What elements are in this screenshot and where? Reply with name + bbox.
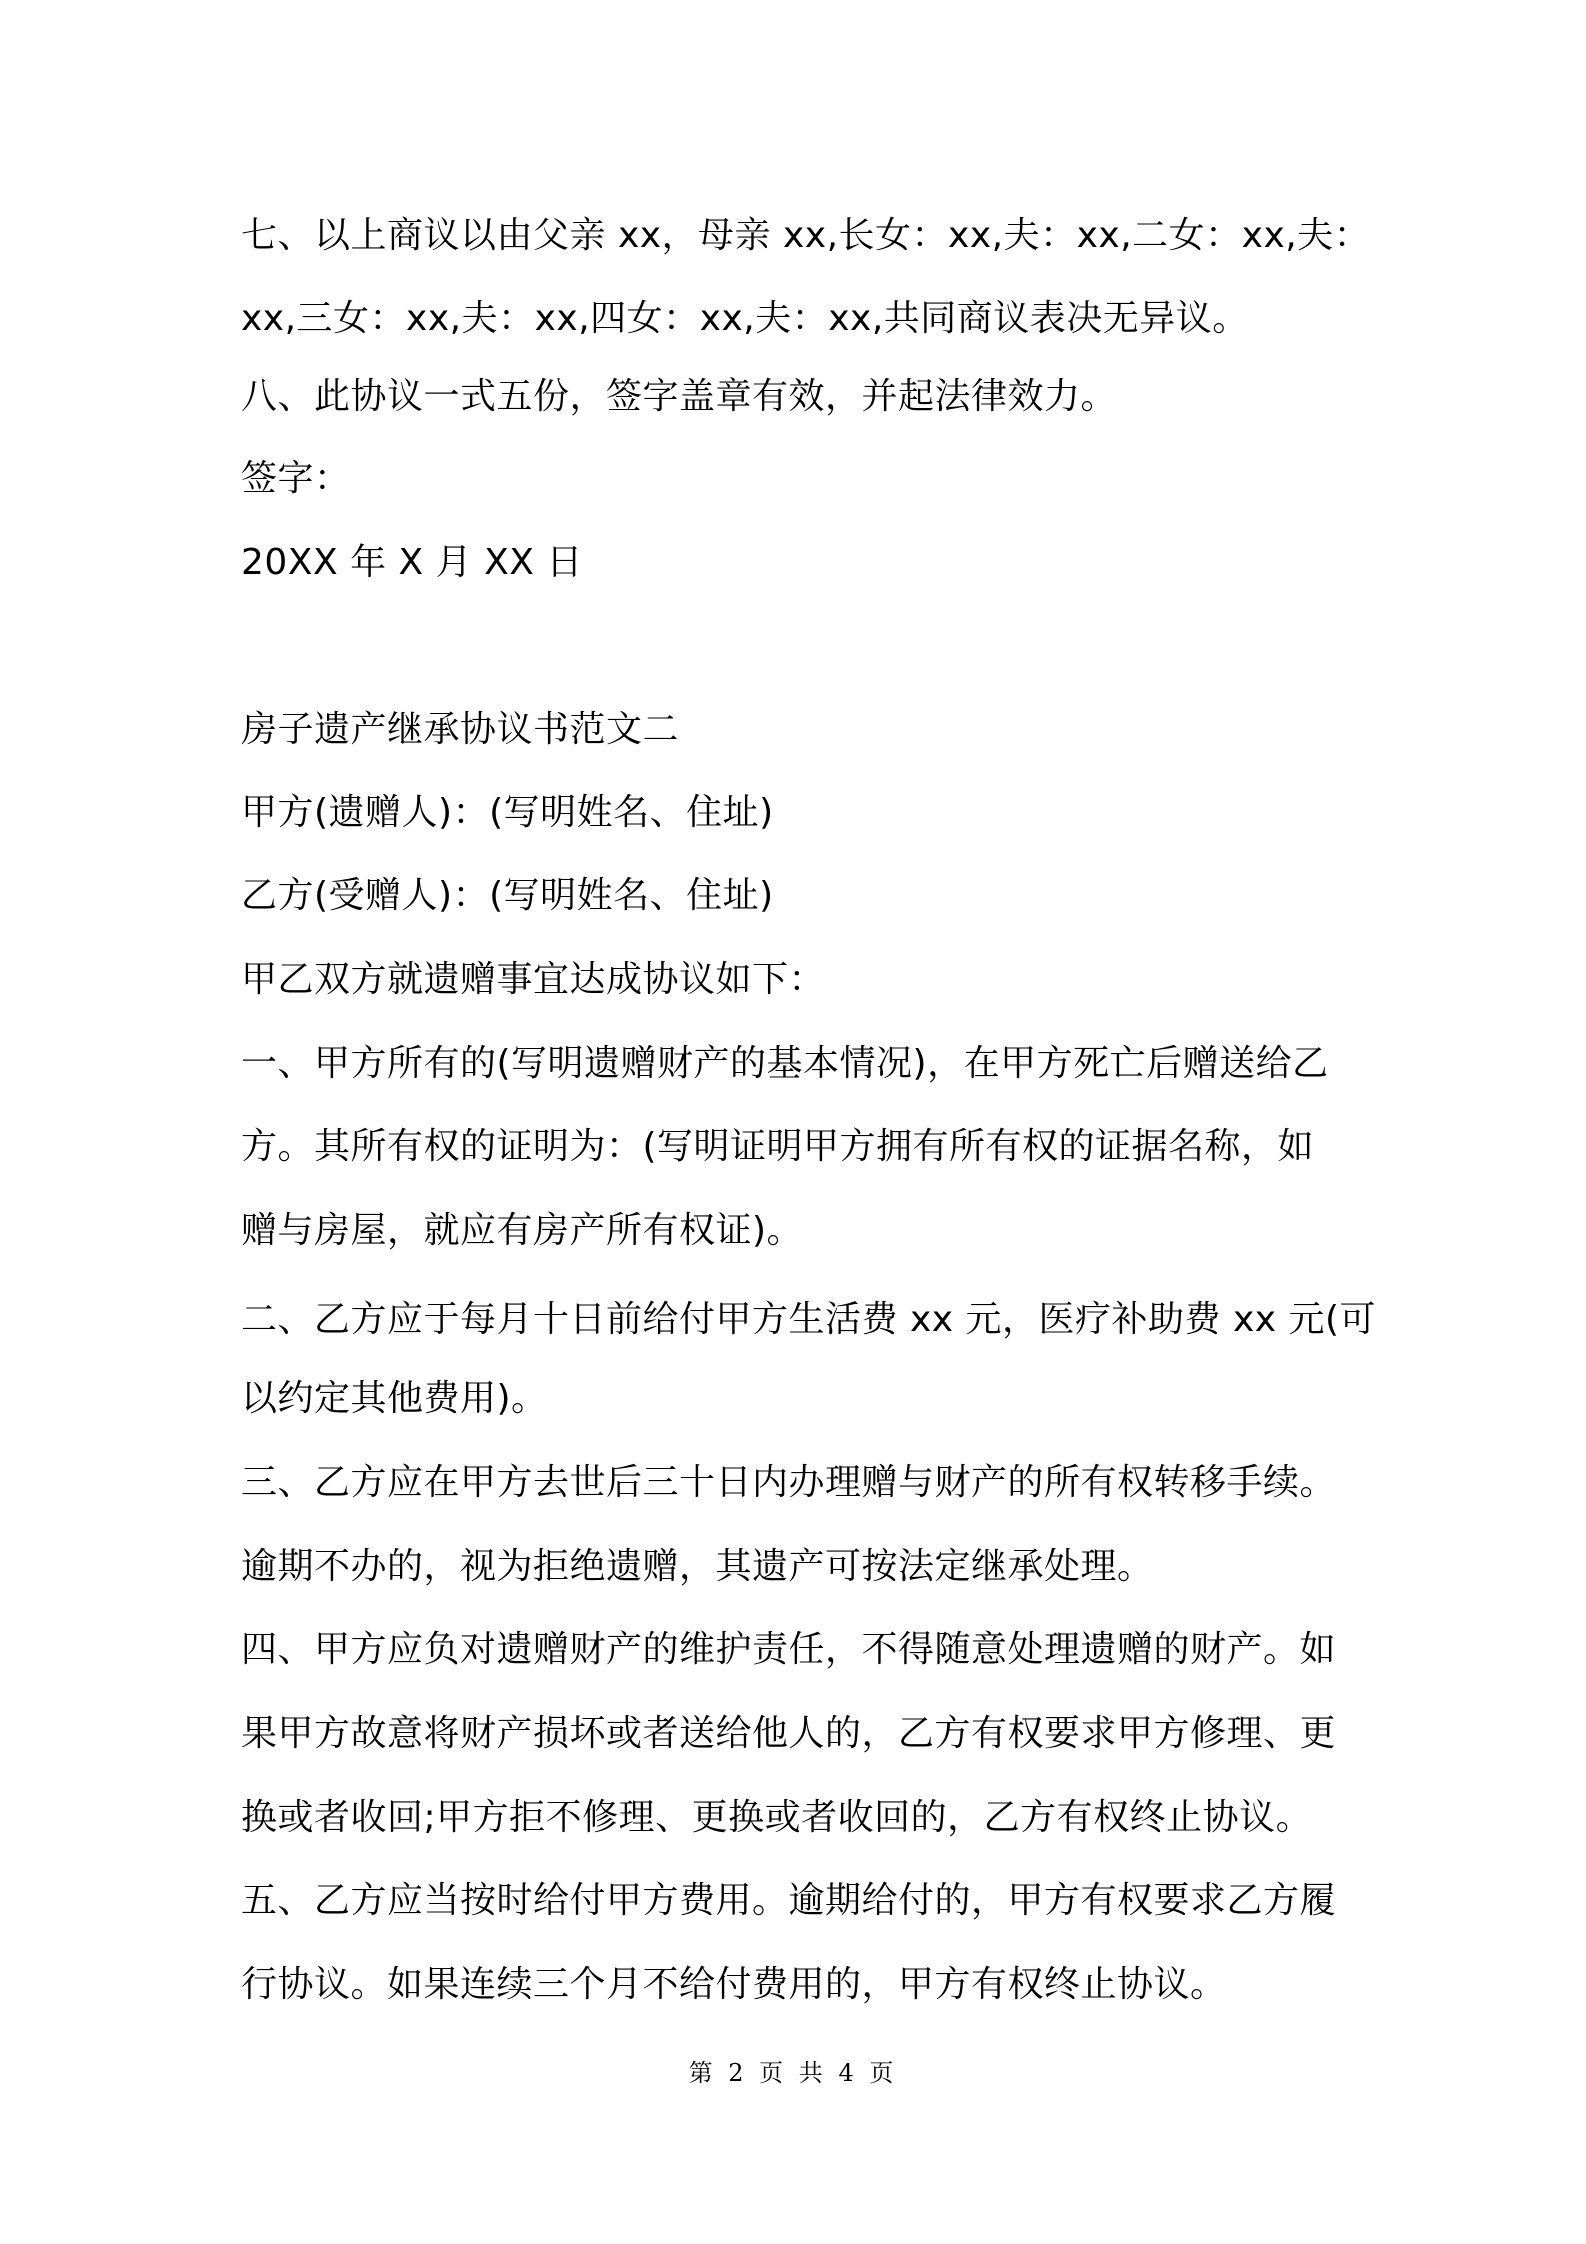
clause-5-line-1: 五、乙方应当按时给付甲方费用。逾期给付的，甲方有权要求乙方履 <box>241 1880 1337 1921</box>
clause-2-line-2: 以约定其他费用)。 <box>241 1378 548 1419</box>
clause-2-line-1: 二、乙方应于每月十日前给付甲方生活费 xx 元，医疗补助费 xx 元(可 <box>241 1299 1377 1340</box>
clause-4-line-1: 四、甲方应负对遗赠财产的维护责任，不得随意处理遗赠的财产。如 <box>241 1629 1337 1670</box>
clause-1-line-1: 一、甲方所有的(写明遗赠财产的基本情况)，在甲方死亡后赠送给乙 <box>241 1043 1329 1084</box>
clause-8: 八、此协议一式五份，签字盖章有效，并起法律效力。 <box>241 376 1118 417</box>
party-b-line: 乙方(受赠人)：(写明姓名、住址) <box>241 875 774 916</box>
clause-3-line-1: 三、乙方应在甲方去世后三十日内办理赠与财产的所有权转移手续。 <box>241 1462 1337 1503</box>
clause-7-line-2: xx,三女：xx,夫：xx,四女：xx,夫：xx,共同商议表决无异议。 <box>241 298 1249 339</box>
agreement-intro: 甲乙双方就遗赠事宜达成协议如下： <box>241 959 826 1000</box>
signature-label: 签字： <box>241 458 351 499</box>
party-a-line: 甲方(遗赠人)：(写明姓名、住址) <box>241 792 774 833</box>
clause-1-line-2: 方。其所有权的证明为：(写明证明甲方拥有所有权的证据名称，如 <box>241 1126 1315 1167</box>
clause-4-line-3: 换或者收回;甲方拒不修理、更换或者收回的，乙方有权终止协议。 <box>241 1797 1313 1838</box>
clause-1-line-3: 赠与房屋，就应有房产所有权证)。 <box>241 1210 804 1251</box>
clause-4-line-2: 果甲方故意将财产损坏或者送给他人的，乙方有权要求甲方修理、更 <box>241 1713 1337 1754</box>
page-number-footer: 第 2 页 共 4 页 <box>688 2059 898 2087</box>
section-title: 房子遗产继承协议书范文二 <box>241 709 680 750</box>
clause-7-line-1: 七、以上商议以由父亲 xx，母亲 xx,长女：xx,夫：xx,二女：xx,夫： <box>241 215 1371 256</box>
clause-3-line-2: 逾期不办的，视为拒绝遗赠，其遗产可按法定继承处理。 <box>241 1546 1154 1587</box>
date-line: 20XX 年 X 月 XX 日 <box>241 542 583 583</box>
clause-5-line-2: 行协议。如果连续三个月不给付费用的，甲方有权终止协议。 <box>241 1964 1227 2005</box>
